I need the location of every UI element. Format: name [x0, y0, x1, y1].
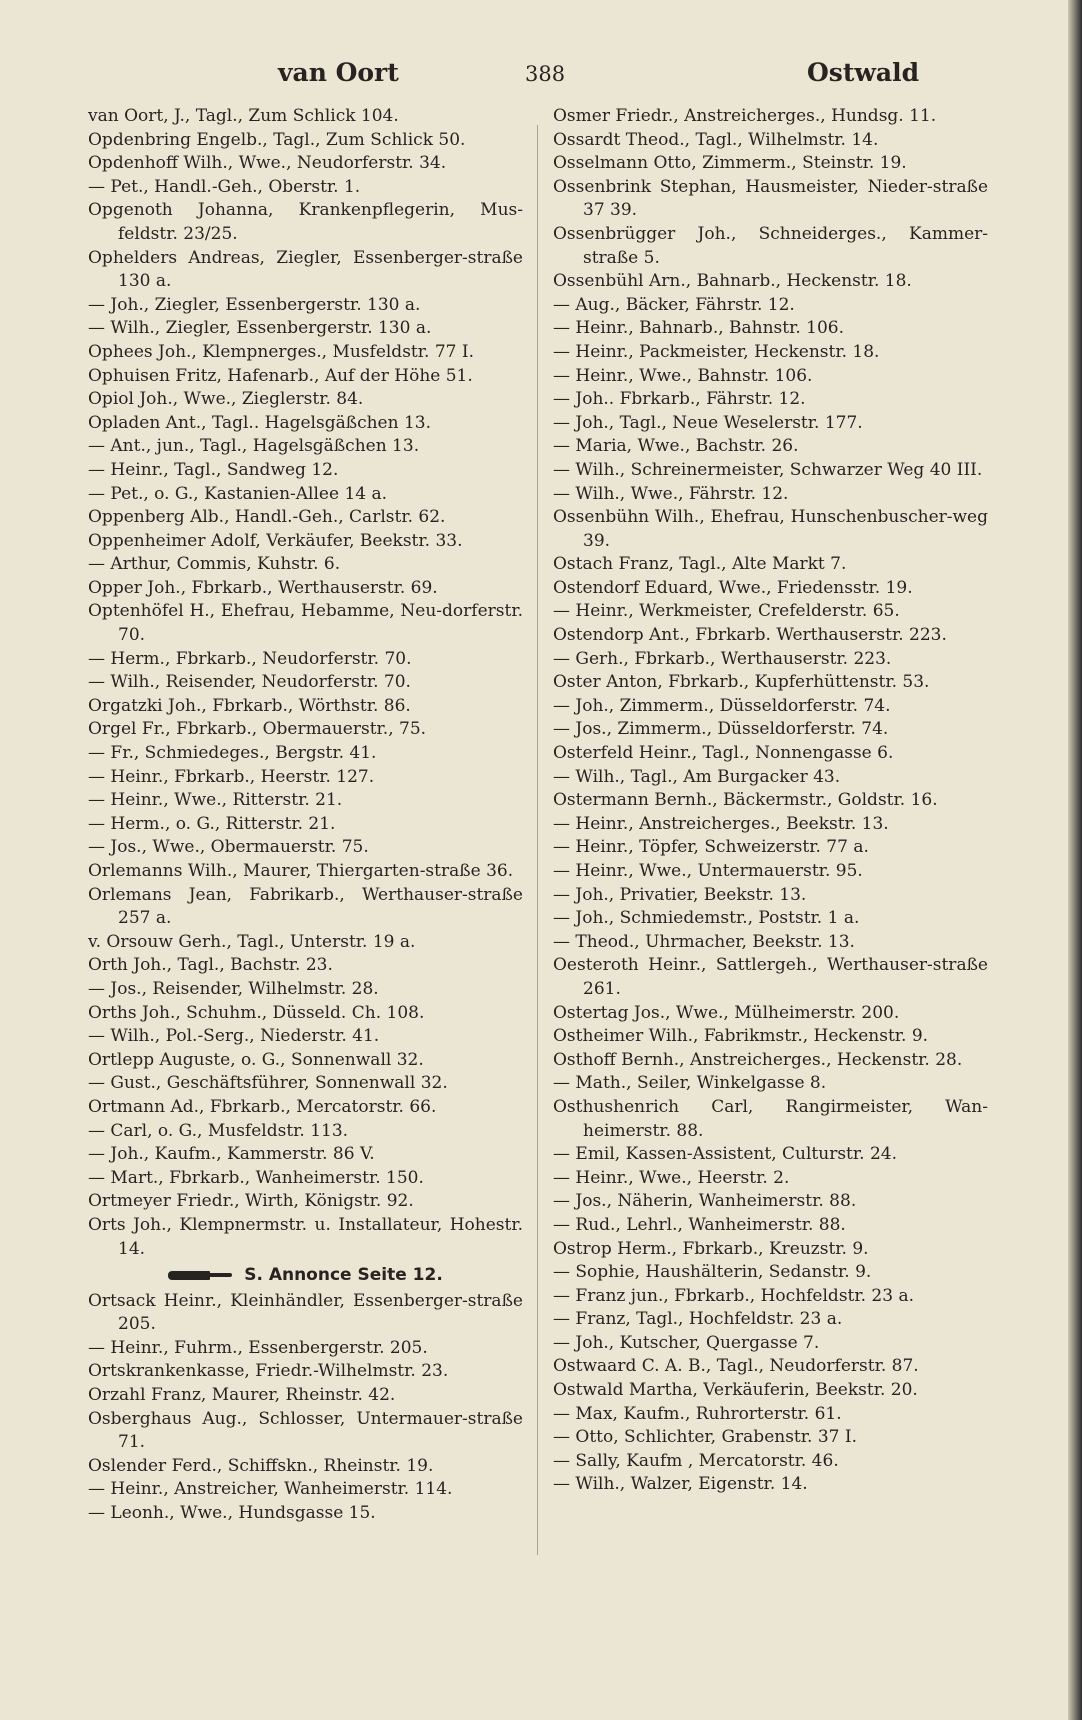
directory-entry: van Oort, J., Tagl., Zum Schlick 104. [88, 106, 399, 126]
directory-entry: — Jos., Zimmerm., Düsseldorferstr. 74. [553, 719, 889, 740]
directory-entry: Ostermann Bernh., Bäckermstr., Goldstr. 16. [553, 790, 938, 811]
directory-entry: — Wilh., Wwe., Fährstr. 12. [553, 483, 789, 504]
directory-entry: v. Orsouw Gerh., Tagl., Unterstr. 19 a. [88, 931, 416, 952]
directory-entry: Orth Joh., Tagl., Bachstr. 23. [88, 955, 333, 976]
directory-entry: — Heinr., Werkmeister, Crefelderstr. 65. [553, 601, 900, 622]
directory-entry: Ortskrankenkasse, Friedr.-Wilhelmstr. 23. [88, 1361, 449, 1382]
directory-entry: — Wilh., Schreinermeister, Schwarzer Weg 40 III. [553, 459, 983, 480]
directory-entry: Ortmann Ad., Fbrkarb., Mercatorstr. 66. [88, 1096, 437, 1117]
directory-entry: — Heinr., Fbrkarb., Heerstr. 127. [88, 766, 375, 787]
directory-entry: Ortmeyer Friedr., Wirth, Königstr. 92. [88, 1191, 414, 1212]
directory-entry: — Sophie, Haushälterin, Sedanstr. 9. [553, 1262, 872, 1283]
directory-entry: — Heinr., Wwe., Untermauerstr. 95. [553, 861, 863, 881]
directory-entry: — Emil, Kassen-Assistent, Culturstr. 24. [553, 1144, 897, 1165]
directory-entry: Ophees Joh., Klempnerges., Musfeldstr. 77 I. [88, 341, 474, 362]
directory-entry: Ortlepp Auguste, o. G., Sonnenwall 32. [88, 1049, 424, 1070]
directory-entry: — Wilh., Pol.-Serg., Niederstr. 41. [88, 1026, 380, 1047]
directory-entry: Orgel Fr., Fbrkarb., Obermauerstr., 75. [88, 719, 427, 740]
directory-entry: Orths Joh., Schuhm., Düsseld. Ch. 108. [88, 1002, 425, 1023]
directory-entry: — Carl, o. G., Musfeldstr. 113. [88, 1120, 349, 1141]
directory-entry: Ostheimer Wilh., Fabrikmstr., Heckenstr. 9. [553, 1026, 929, 1047]
directory-entry: Ostendorf Eduard, Wwe., Friedensstr. 19. [553, 577, 913, 598]
directory-entry: — Heinr., Packmeister, Heckenstr. 18. [553, 341, 880, 362]
directory-entry: — Heinr., Anstreicher, Wanheimerstr. 114. [88, 1479, 453, 1500]
directory-entry: — Heinr., Wwe., Bahnstr. 106. [553, 365, 813, 386]
directory-entry: — Joh., Privatier, Beekstr. 13. [553, 884, 807, 905]
directory-entry: — Jos., Wwe., Obermauerstr. 75. [88, 837, 369, 858]
directory-entry: — Herm., o. G., Ritterstr. 21. [88, 813, 336, 834]
directory-entry: — Wilh., Tagl., Am Burgacker 43. [553, 766, 841, 787]
header-left-name: van Oort [278, 58, 399, 87]
directory-entry: — Aug., Bäcker, Fährstr. 12. [553, 294, 795, 315]
directory-entry: Ostendorp Ant., Fbrkarb. Werthauserstr. 223. [553, 625, 947, 646]
directory-entry: Ophuisen Fritz, Hafenarb., Auf der Höhe 51. [88, 365, 473, 386]
directory-entry: — Wilh., Walzer, Eigenstr. 14. [553, 1474, 808, 1495]
directory-entry: — Jos., Reisender, Wilhelmstr. 28. [88, 978, 379, 999]
directory-entry: Optenhöfel H., Ehefrau, Hebamme, Neu-dorferstr. 70. [88, 601, 523, 646]
directory-entry: — Jos., Näherin, Wanheimerstr. 88. [553, 1191, 857, 1212]
directory-entry: Ostach Franz, Tagl., Alte Markt 7. [553, 554, 847, 575]
directory-entry: — Heinr., Töpfer, Schweizerstr. 77 a. [553, 837, 869, 858]
directory-entry: — Heinr., Anstreicherges., Beekstr. 13. [553, 813, 889, 834]
directory-entry: Orgatzki Joh., Fbrkarb., Wörthstr. 86. [88, 695, 411, 716]
directory-entry: — Arthur, Commis, Kuhstr. 6. [88, 554, 341, 575]
directory-entry: — Mart., Fbrkarb., Wanheimerstr. 150. [88, 1167, 424, 1188]
directory-entry: Opladen Ant., Tagl.. Hagelsgäßchen 13. [88, 412, 431, 433]
directory-entry: Osterfeld Heinr., Tagl., Nonnengasse 6. [553, 743, 894, 764]
directory-entry: — Joh., Tagl., Neue Weselerstr. 177. [553, 412, 863, 433]
directory-entry: — Heinr., Wwe., Heerstr. 2. [553, 1167, 790, 1188]
directory-entry: Opgenoth Johanna, Krankenpflegerin, Mus-feldstr. 23/25. [88, 200, 523, 244]
directory-entry: — Heinr., Fuhrm., Essenbergerstr. 205. [88, 1337, 428, 1358]
directory-entry: Orts Joh., Klempnermstr. u. Installateur, Hohestr. 14. [88, 1214, 523, 1259]
directory-entry: — Sally, Kaufm , Mercatorstr. 46. [553, 1450, 839, 1471]
directory-entry: — Gerh., Fbrkarb., Werthauserstr. 223. [553, 648, 892, 669]
directory-entry: Osthushenrich Carl, Rangirmeister, Wan-heimerstr. 88. [553, 1096, 988, 1141]
directory-entry: — Joh., Ziegler, Essenbergerstr. 130 a. [88, 294, 421, 315]
directory-entry: Orzahl Franz, Maurer, Rheinstr. 42. [88, 1385, 396, 1406]
directory-entry: — Heinr., Bahnarb., Bahnstr. 106. [553, 318, 845, 339]
directory-entry: — Heinr., Tagl., Sandweg 12. [88, 459, 339, 480]
directory-entry: Ossenbrügger Joh., Schneiderges., Kammer-straße 5. [553, 223, 988, 268]
directory-entry: — Pet., o. G., Kastanien-Allee 14 a. [88, 483, 388, 504]
directory-entry: Oster Anton, Fbrkarb., Kupferhüttenstr. 53. [553, 672, 930, 693]
directory-entry: Ostwald Martha, Verkäuferin, Beekstr. 20. [553, 1380, 918, 1401]
directory-entry: — Max, Kaufm., Ruhrorterstr. 61. [553, 1403, 842, 1424]
directory-entry: Oppenheimer Adolf, Verkäufer, Beekstr. 33. [88, 530, 463, 551]
page-edge-shadow [1068, 0, 1082, 1720]
pointing-hand-icon [168, 1269, 234, 1282]
directory-entry: Ossenbühn Wilh., Ehefrau, Hunschenbuscher-weg 39. [553, 507, 988, 551]
directory-entry: — Joh., Kutscher, Quergasse 7. [553, 1332, 820, 1353]
directory-entry: Ossenbühl Arn., Bahnarb., Heckenstr. 18. [553, 271, 912, 292]
directory-entry: — Rud., Lehrl., Wanheimerstr. 88. [553, 1214, 846, 1235]
directory-entry: Oppenberg Alb., Handl.-Geh., Carlstr. 62. [88, 507, 446, 528]
directory-entry: — Math., Seiler, Winkelgasse 8. [553, 1073, 827, 1094]
page-header [95, 52, 1015, 96]
directory-entry: Orlemanns Wilh., Maurer, Thiergarten-straße 36. [88, 861, 514, 881]
page-number: 388 [525, 62, 566, 86]
directory-entry: Orlemans Jean, Fabrikarb., Werthauser-straße 257 a. [88, 884, 523, 929]
directory-entry: — Franz, Tagl., Hochfeldstr. 23 a. [553, 1309, 843, 1330]
directory-entry: — Maria, Wwe., Bachstr. 26. [553, 436, 799, 457]
directory-entry: — Wilh., Ziegler, Essenbergerstr. 130 a. [88, 318, 432, 339]
directory-entry: Opper Joh., Fbrkarb., Werthauserstr. 69. [88, 577, 438, 598]
directory-entry: Ossenbrink Stephan, Hausmeister, Nieder-straße 37 39. [553, 176, 988, 221]
directory-entry: — Franz jun., Fbrkarb., Hochfeldstr. 23 a. [553, 1285, 915, 1306]
directory-entry: Opdenhoff Wilh., Wwe., Neudorferstr. 34. [88, 153, 447, 174]
directory-entry: — Joh., Schmiedemstr., Poststr. 1 a. [553, 908, 860, 929]
directory-entry: Ostertag Jos., Wwe., Mülheimerstr. 200. [553, 1002, 900, 1023]
right-column [553, 105, 988, 1497]
header-right-name: Ostwald [807, 58, 920, 87]
directory-entry: — Fr., Schmiedeges., Bergstr. 41. [88, 743, 377, 764]
directory-entry: Osselmann Otto, Zimmerm., Steinstr. 19. [553, 153, 907, 174]
directory-entry: — Herm., Fbrkarb., Neudorferstr. 70. [88, 648, 412, 669]
directory-entry: — Leonh., Wwe., Hundsgasse 15. [88, 1503, 376, 1524]
directory-entry: Opdenbring Engelb., Tagl., Zum Schlick 50. [88, 129, 466, 150]
column-divider [537, 125, 538, 1555]
annonce-notice [88, 1261, 523, 1290]
directory-entry: — Wilh., Reisender, Neudorferstr. 70. [88, 672, 411, 693]
directory-entry: — Joh.. Fbrkarb., Fährstr. 12. [553, 389, 806, 410]
directory-entry: Ophelders Andreas, Ziegler, Essenberger-straße 130 a. [88, 247, 523, 292]
directory-entry: — Otto, Schlichter, Grabenstr. 37 I. [553, 1427, 857, 1448]
directory-entry: Ostrop Herm., Fbrkarb., Kreuzstr. 9. [553, 1238, 869, 1259]
directory-entry: Oesteroth Heinr., Sattlergeh., Werthauser-straße 261. [553, 955, 988, 999]
directory-entry: Opiol Joh., Wwe., Zieglerstr. 84. [88, 389, 364, 410]
directory-entry: Osberghaus Aug., Schlosser, Untermauer-straße 71. [88, 1408, 523, 1453]
directory-entry: — Pet., Handl.-Geh., Oberstr. 1. [88, 176, 361, 197]
directory-entry: — Joh., Kaufm., Kammerstr. 86 V. [88, 1144, 375, 1165]
directory-entry: Oslender Ferd., Schiffskn., Rheinstr. 19. [88, 1455, 434, 1476]
directory-entry: Ossardt Theod., Tagl., Wilhelmstr. 14. [553, 129, 879, 150]
left-column [88, 105, 523, 1526]
directory-entry: — Ant., jun., Tagl., Hagelsgäßchen 13. [88, 436, 420, 457]
annonce-text: S. Annonce Seite 12. [244, 1265, 443, 1286]
directory-entry: — Theod., Uhrmacher, Beekstr. 13. [553, 931, 855, 952]
directory-entry: Ostwaard C. A. B., Tagl., Neudorferstr. 87. [553, 1356, 919, 1377]
directory-entry: Osthoff Bernh., Anstreicherges., Heckenstr. 28. [553, 1049, 963, 1070]
directory-entry: — Gust., Geschäftsführer, Sonnenwall 32. [88, 1073, 448, 1094]
directory-entry: Osmer Friedr., Anstreicherges., Hundsg. 11. [553, 106, 937, 126]
directory-entry: Ortsack Heinr., Kleinhändler, Essenberger-straße 205. [88, 1290, 523, 1335]
directory-entry: — Heinr., Wwe., Ritterstr. 21. [88, 790, 343, 811]
directory-entry: — Joh., Zimmerm., Düsseldorferstr. 74. [553, 695, 891, 716]
